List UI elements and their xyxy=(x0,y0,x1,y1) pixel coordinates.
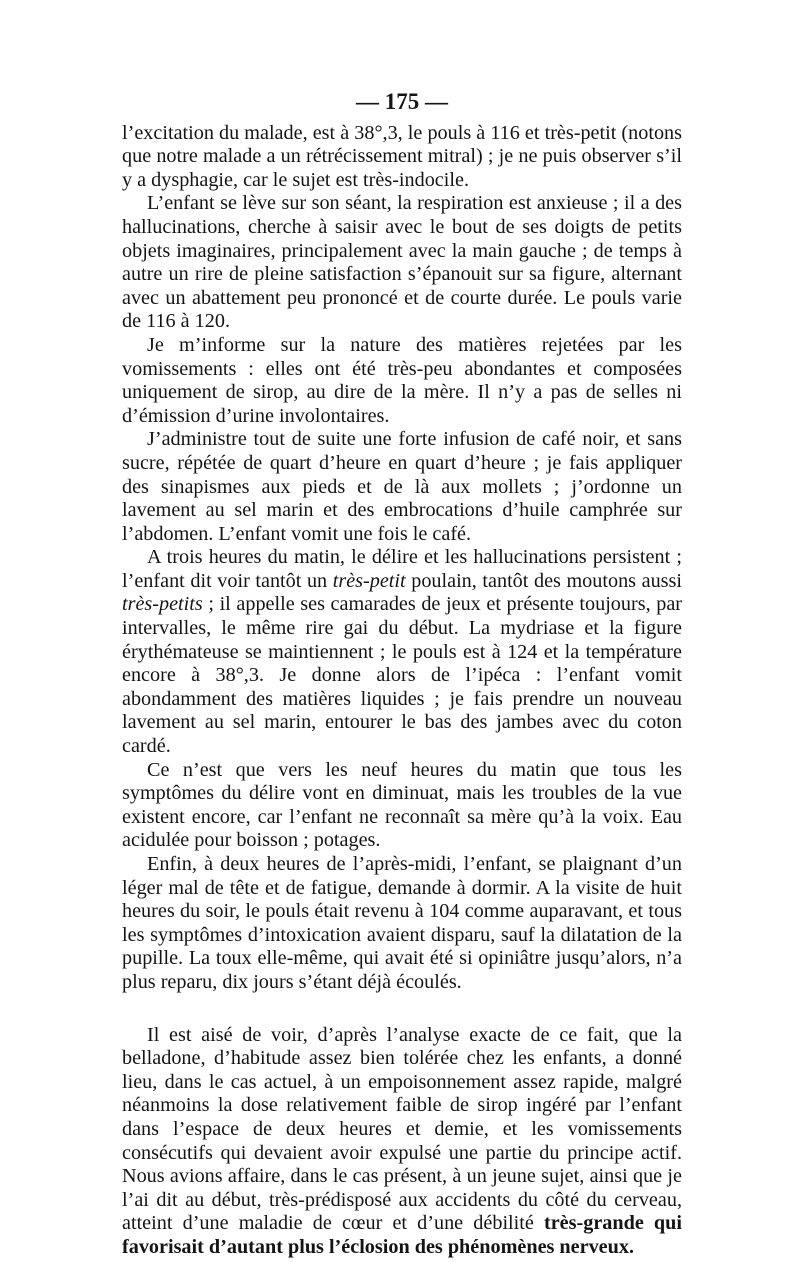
emphasis-text: très-petit xyxy=(332,569,406,592)
paragraph-text: ; il appelle ses camarades de jeux et présente toujours, par intervalles, le même rire gai du début. La mydriase et la figure érythémateuse se maintiennent ; le pouls est à 124 et la température encore à 38°,3. Je donne alors de l’ipéca : l’enfant vomit abondamment des matières liquides ; je fais prendre un nouveau lavement au sel marin, entourer le bas des jambes avec du coton cardé. xyxy=(122,593,682,758)
paragraph: l’excitation du malade, est à 38°,3, le pouls à 116 et très-petit (notons que notre malade a un rétrécissement mitral) ; je ne puis observer s’il y a dysphagie, car le sujet est très-indocile. xyxy=(122,121,682,191)
paragraph: L’enfant se lève sur son séant, la respiration est anxieuse ; il a des hallucinations, cherche à saisir avec le bout de ses doigts de petits objets imaginaires, principalement avec la main gauche ; de temps à autre un rire de pleine satisfaction s’épanouit sur sa figure, alternant avec un abattement peu prononcé et de courte durée. Le pouls varie de 116 à 120. xyxy=(122,192,682,333)
page-number: — 175 — xyxy=(356,89,448,114)
paragraph: Ce n’est que vers les neuf heures du matin que tous les symptômes du délire vont en diminuat, mais les troubles de la vue existent encore, car l’enfant ne reconnaît sa mère qu’à la voix. Eau acidulée pour boisson ; potages. xyxy=(122,758,682,852)
paragraph: Je m’informe sur la nature des matières rejetées par les vomissements : elles ont été très-peu abondantes et composées uniquement de sirop, au dire de la mère. Il n’y a pas de selles ni d’émission d’urine involontaires. xyxy=(122,333,682,427)
paragraph xyxy=(122,1024,682,1260)
paragraph-text: poulain, tantôt des moutons aussi xyxy=(405,569,682,592)
paragraph-text: A trois heures du matin, le délire et les hallucinations persistent ; l’enfant dit voir tantôt un xyxy=(122,546,682,592)
paragraph xyxy=(122,546,682,758)
paragraph: Enfin, à deux heures de l’après-midi, l’enfant, se plaignant d’un léger mal de tête et de fatigue, demande à dormir. A la visite de huit heures du soir, le pouls était revenu à 104 comme auparavant, et tous les symptômes d’intoxication avaient disparu, sauf la dilatation de la pupille. La toux elle-même, qui avait été si opiniâtre jusqu’alors, n’a plus reparu, dix jours s’étant déjà écoulés. xyxy=(122,853,682,993)
body-text xyxy=(122,122,682,1260)
paragraph-text: Il est aisé de voir, d’après l’analyse exacte de ce fait, que la belladone, d’habitude assez bien tolérée chez les enfants, a donné lieu, dans le cas actuel, à un empoisonnement assez rapide, malgré néanmoins la dose relativement faible de sirop ingéré par l’enfant dans l’espace de deux heures et demie, et les vomissements consécutifs qui devaient avoir expulsé une partie du principe actif. Nous avions affaire, dans le cas présent, à un jeune sujet, ainsi que je l’ai dit au début, très-prédisposé aux accidents du côté du cerveau, atteint d’une maladie de cœur et d’une débilité xyxy=(122,1023,682,1235)
paragraph: J’administre tout de suite une forte infusion de café noir, et sans sucre, répétée de quart d’heure en quart d’heure ; je fais appliquer des sinapismes aux pieds et de là aux mollets ; j’ordonne un lavement au sel marin et des embrocations d’huile camphrée sur l’abdomen. L’enfant vomit une fois le café. xyxy=(122,428,682,545)
emphasis-text: très-petits xyxy=(122,593,203,616)
bold-text: très-grande qui favorisait d’autant plus l’éclosion des phénomènes nerveux. xyxy=(122,1212,682,1258)
